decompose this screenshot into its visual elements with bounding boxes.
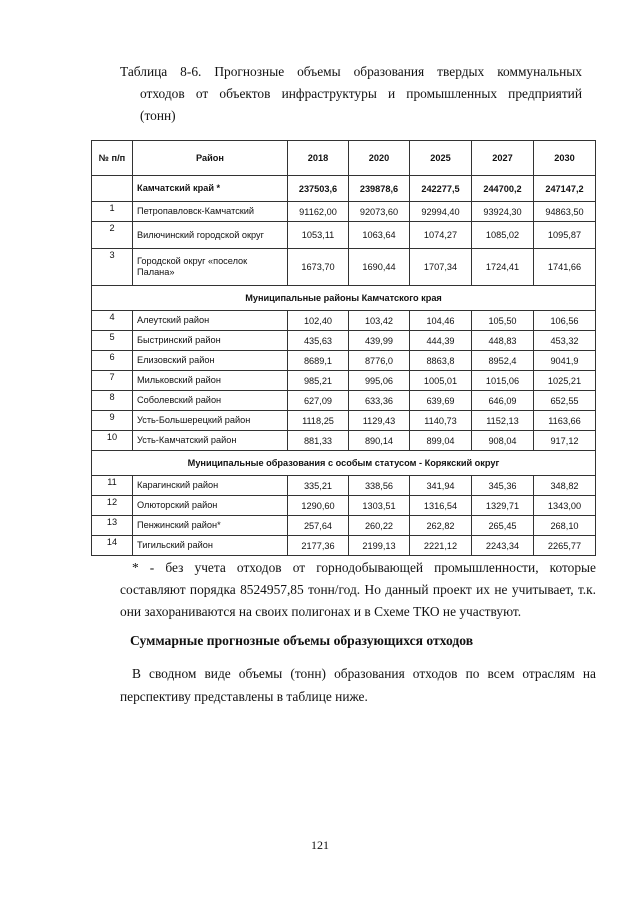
table-cell: 1741,66: [534, 249, 596, 286]
table-row: [92, 331, 596, 351]
table-cell: 1303,51: [349, 496, 410, 516]
table-row: [92, 222, 596, 249]
table-cell: 260,22: [349, 516, 410, 536]
row-name: Городской округ «поселок Палана»: [133, 249, 288, 286]
body-paragraph: В сводном виде объемы (тонн) образования отходов по всем отраслям на перспективу представлены в таблице ниже.: [120, 666, 596, 704]
table-footnote: [120, 557, 596, 623]
table-cell: 104,46: [410, 311, 472, 331]
header-2018: 2018: [288, 141, 349, 176]
table-cell: 257,64: [288, 516, 349, 536]
table-cell: 345,36: [472, 476, 534, 496]
table-cell: [92, 176, 133, 202]
table-row: [92, 351, 596, 371]
table-cell: 1290,60: [288, 496, 349, 516]
table-cell: 262,82: [410, 516, 472, 536]
table-cell: 106,56: [534, 311, 596, 331]
table-row: [92, 536, 596, 556]
table-cell: 2199,13: [349, 536, 410, 556]
table-cell: 105,50: [472, 311, 534, 331]
header-2030: 2030: [534, 141, 596, 176]
row-number: 5: [92, 331, 133, 351]
table-cell: 335,21: [288, 476, 349, 496]
table-cell: 1015,06: [472, 371, 534, 391]
table-cell: 341,94: [410, 476, 472, 496]
table-cell: 1163,66: [534, 411, 596, 431]
row-number: 12: [92, 496, 133, 516]
table-cell: 1329,71: [472, 496, 534, 516]
row-name: Быстринский район: [133, 331, 288, 351]
row-number: 2: [92, 222, 133, 249]
table-cell: 646,09: [472, 391, 534, 411]
table-cell: 1005,01: [410, 371, 472, 391]
section-heading: Суммарные прогнозные объемы образующихся отходов: [130, 633, 474, 648]
section-row: [92, 451, 596, 476]
row-name: Пенжинский район*: [133, 516, 288, 536]
table-row: [92, 431, 596, 451]
table-cell: 995,06: [349, 371, 410, 391]
table-cell: 8776,0: [349, 351, 410, 371]
row-name: Соболевский район: [133, 391, 288, 411]
row-number: 4: [92, 311, 133, 331]
table-cell: 92073,60: [349, 202, 410, 222]
table-cell: 881,33: [288, 431, 349, 451]
table-caption: [120, 61, 582, 127]
table-cell: 1140,73: [410, 411, 472, 431]
header-2027: 2027: [472, 141, 534, 176]
table-row: [92, 476, 596, 496]
table-cell: 1129,43: [349, 411, 410, 431]
caption-line-2: отходов от объектов инфраструктуры и промышленных предприятий: [140, 86, 582, 101]
row-number: 7: [92, 371, 133, 391]
table-cell: 627,09: [288, 391, 349, 411]
table-cell: 103,42: [349, 311, 410, 331]
table-cell: 8689,1: [288, 351, 349, 371]
total-row: [92, 176, 596, 202]
table-cell: 444,39: [410, 331, 472, 351]
table-cell: 448,83: [472, 331, 534, 351]
table-cell: 242277,5: [410, 176, 472, 202]
table-cell: 93924,30: [472, 202, 534, 222]
table-cell: 239878,6: [349, 176, 410, 202]
row-number: 3: [92, 249, 133, 286]
table-cell: 633,36: [349, 391, 410, 411]
table-cell: 348,82: [534, 476, 596, 496]
table-cell: 899,04: [410, 431, 472, 451]
section-title: Муниципальные образования с особым статусом - Корякский округ: [92, 451, 596, 476]
table-row: [92, 391, 596, 411]
row-number: 13: [92, 516, 133, 536]
table-cell: 435,63: [288, 331, 349, 351]
row-name: Вилючинский городской округ: [133, 222, 288, 249]
section-row: [92, 286, 596, 311]
table-cell: 1152,13: [472, 411, 534, 431]
table-cell: 1316,54: [410, 496, 472, 516]
table-cell: 908,04: [472, 431, 534, 451]
row-number: 8: [92, 391, 133, 411]
row-number: 10: [92, 431, 133, 451]
row-number: 11: [92, 476, 133, 496]
table-cell: 265,45: [472, 516, 534, 536]
table-cell: 652,55: [534, 391, 596, 411]
table-cell: 102,40: [288, 311, 349, 331]
row-number: 1: [92, 202, 133, 222]
table-cell: 8863,8: [410, 351, 472, 371]
table-cell: 639,69: [410, 391, 472, 411]
row-number: 9: [92, 411, 133, 431]
table-cell: 237503,6: [288, 176, 349, 202]
caption-line-3: (тонн): [140, 108, 176, 123]
header-number: № п/п: [92, 141, 133, 176]
row-name: Олюторский район: [133, 496, 288, 516]
table-row: [92, 311, 596, 331]
row-name: Петропавловск-Камчатский: [133, 202, 288, 222]
table-row: [92, 249, 596, 286]
table-row: [92, 516, 596, 536]
header-2025: 2025: [410, 141, 472, 176]
table-cell: 338,56: [349, 476, 410, 496]
table-cell: 1095,87: [534, 222, 596, 249]
table-cell: 1707,34: [410, 249, 472, 286]
table-cell: 9041,9: [534, 351, 596, 371]
table-cell: 1724,41: [472, 249, 534, 286]
table-cell: 1053,11: [288, 222, 349, 249]
row-name: Усть-Камчатский район: [133, 431, 288, 451]
row-name: Усть-Большерецкий район: [133, 411, 288, 431]
table-cell: 2177,36: [288, 536, 349, 556]
table-cell: 985,21: [288, 371, 349, 391]
table-row: [92, 496, 596, 516]
caption-line-1: Таблица 8-6. Прогнозные объемы образования твердых коммунальных: [120, 64, 582, 79]
table-row: [92, 371, 596, 391]
page-number: 121: [311, 838, 329, 852]
row-number: 6: [92, 351, 133, 371]
table-cell: 92994,40: [410, 202, 472, 222]
table-cell: 1085,02: [472, 222, 534, 249]
row-name: Тигильский район: [133, 536, 288, 556]
table-cell: 2221,12: [410, 536, 472, 556]
waste-forecast-table: [91, 140, 596, 556]
table-cell: 453,32: [534, 331, 596, 351]
table-cell: 1690,44: [349, 249, 410, 286]
table-cell: 2265,77: [534, 536, 596, 556]
total-name: Камчатский край *: [133, 176, 288, 202]
table-cell: 890,14: [349, 431, 410, 451]
row-name: Алеутский район: [133, 311, 288, 331]
table-cell: 1118,25: [288, 411, 349, 431]
row-name: Елизовский район: [133, 351, 288, 371]
table-row: [92, 202, 596, 222]
table-cell: 8952,4: [472, 351, 534, 371]
table-header-row: [92, 141, 596, 176]
table-cell: 1673,70: [288, 249, 349, 286]
table-cell: 94863,50: [534, 202, 596, 222]
table-cell: 244700,2: [472, 176, 534, 202]
row-name: Карагинский район: [133, 476, 288, 496]
row-number: 14: [92, 536, 133, 556]
table-cell: 439,99: [349, 331, 410, 351]
table-cell: 1025,21: [534, 371, 596, 391]
header-district: Район: [133, 141, 288, 176]
table-cell: 1074,27: [410, 222, 472, 249]
table-cell: 1063,64: [349, 222, 410, 249]
section-title: Муниципальные районы Камчатского края: [92, 286, 596, 311]
table-cell: 917,12: [534, 431, 596, 451]
header-2020: 2020: [349, 141, 410, 176]
table-cell: 268,10: [534, 516, 596, 536]
table-cell: 91162,00: [288, 202, 349, 222]
table-cell: 1343,00: [534, 496, 596, 516]
table-cell: 2243,34: [472, 536, 534, 556]
footnote-text: * - без учета отходов от горнодобывающей промышленности, которые составляют порядка 8524957,85 тонн/год. Но данный проект их не учитывает, т.к. они захораниваются на своих полигонах и в Схеме ТКО не участвуют.: [120, 560, 596, 619]
table-cell: 247147,2: [534, 176, 596, 202]
row-name: Мильковский район: [133, 371, 288, 391]
table-row: [92, 411, 596, 431]
